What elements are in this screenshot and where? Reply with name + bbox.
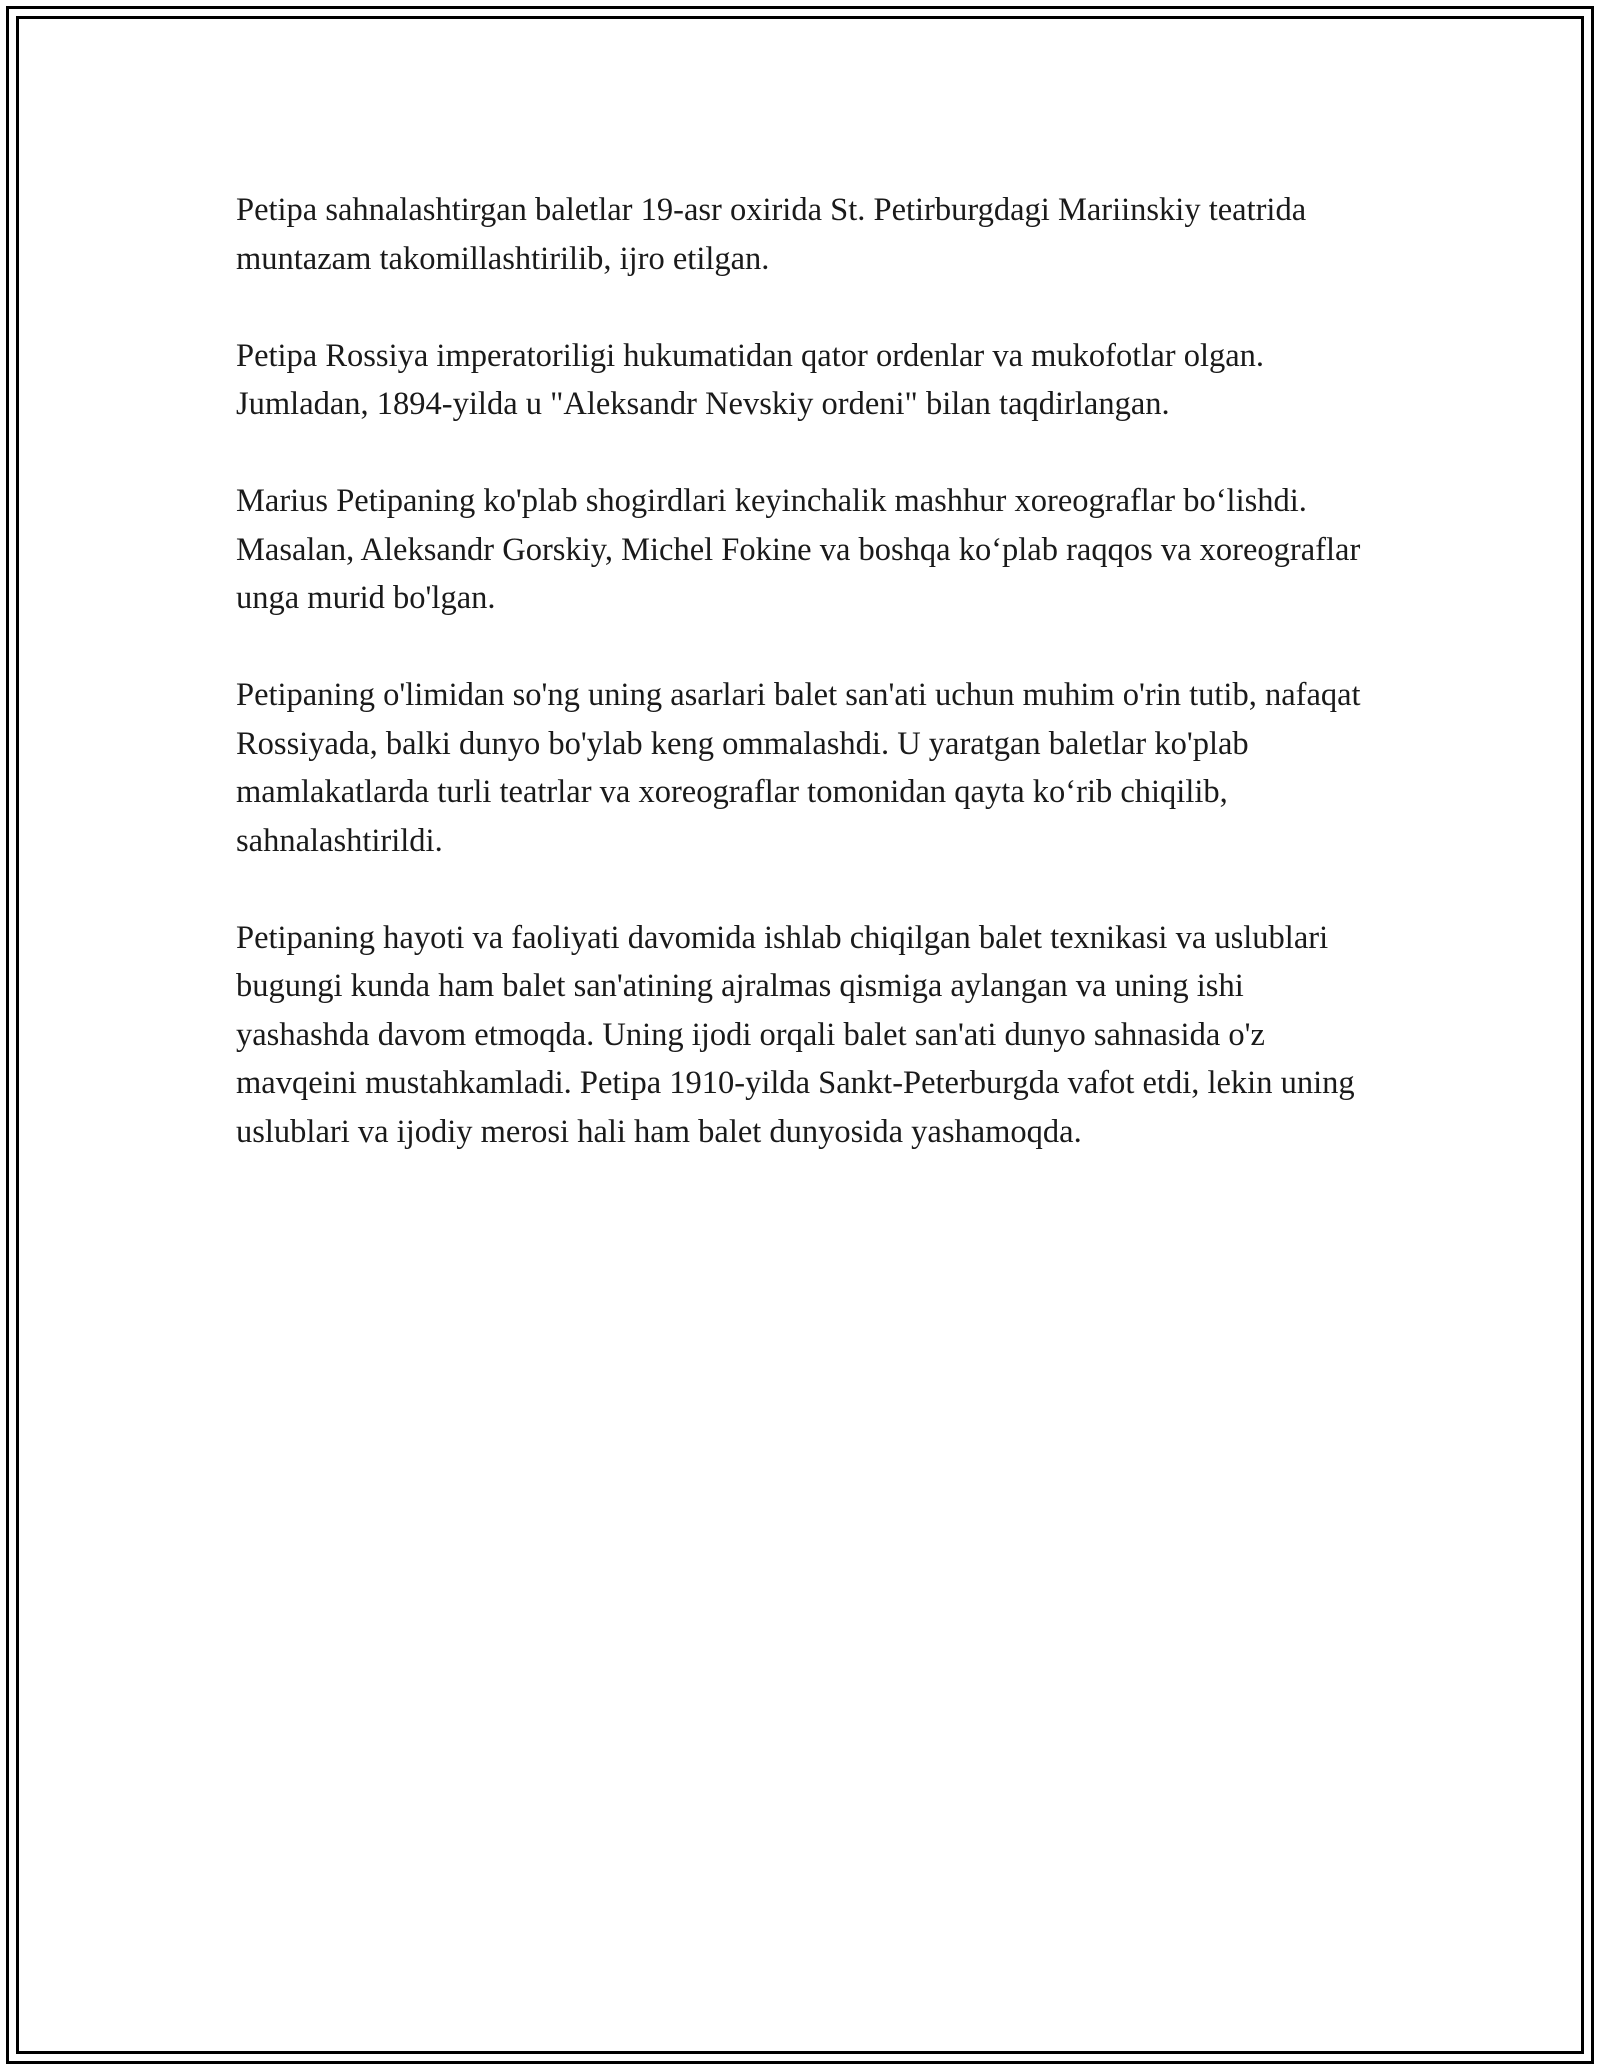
document-body [236,186,1366,1205]
paragraph-3: Marius Petipaning ko'plab shogirdlari keyinchalik mashhur xoreograflar bo‘lishdi. Masalan, Aleksandr Gorskiy, Michel Fokine va boshqa ko‘plab raqqos va xoreograflar unga murid bo'lgan. [236,483,1361,616]
paragraph-5: Petipaning hayoti va faoliyati davomida ishlab chiqilgan balet texnikasi va uslublari bugungi kunda ham balet san'atining ajralmas qismiga aylangan va uning ishi yashashda davom etmoqda. Uning ijodi orqali balet san'ati dunyo sahnasida o'z mavqeini mustahkamladi. Petipa 1910-yilda Sankt-Peterburgda vafot etdi, lekin uning uslublari va ijodiy merosi hali ham balet dunyosida yashamoqda. [236,919,1355,1150]
paragraph-1: Petipa sahnalashtirgan baletlar 19-asr oxirida St. Petirburgdagi Mariinskiy teatrida muntazam takomillashtirilib, ijro etilgan. [236,192,1307,277]
paragraph-2: Petipa Rossiya imperatoriligi hukumatidan qator ordenlar va mukofotlar olgan. Jumladan, 1894-yilda u "Aleksandr Nevskiy ordeni" bilan taqdirlangan. [236,337,1265,422]
paragraph-4: Petipaning o'limidan so'ng uning asarlari balet san'ati uchun muhim o'rin tutib, nafaqat Rossiyada, balki dunyo bo'ylab keng ommalashdi. U yaratgan baletlar ko'plab mamlakatlarda turli teatrlar va xoreograflar tomonidan qayta ko‘rib chiqilib, sahnalashtirildi. [236,677,1361,859]
